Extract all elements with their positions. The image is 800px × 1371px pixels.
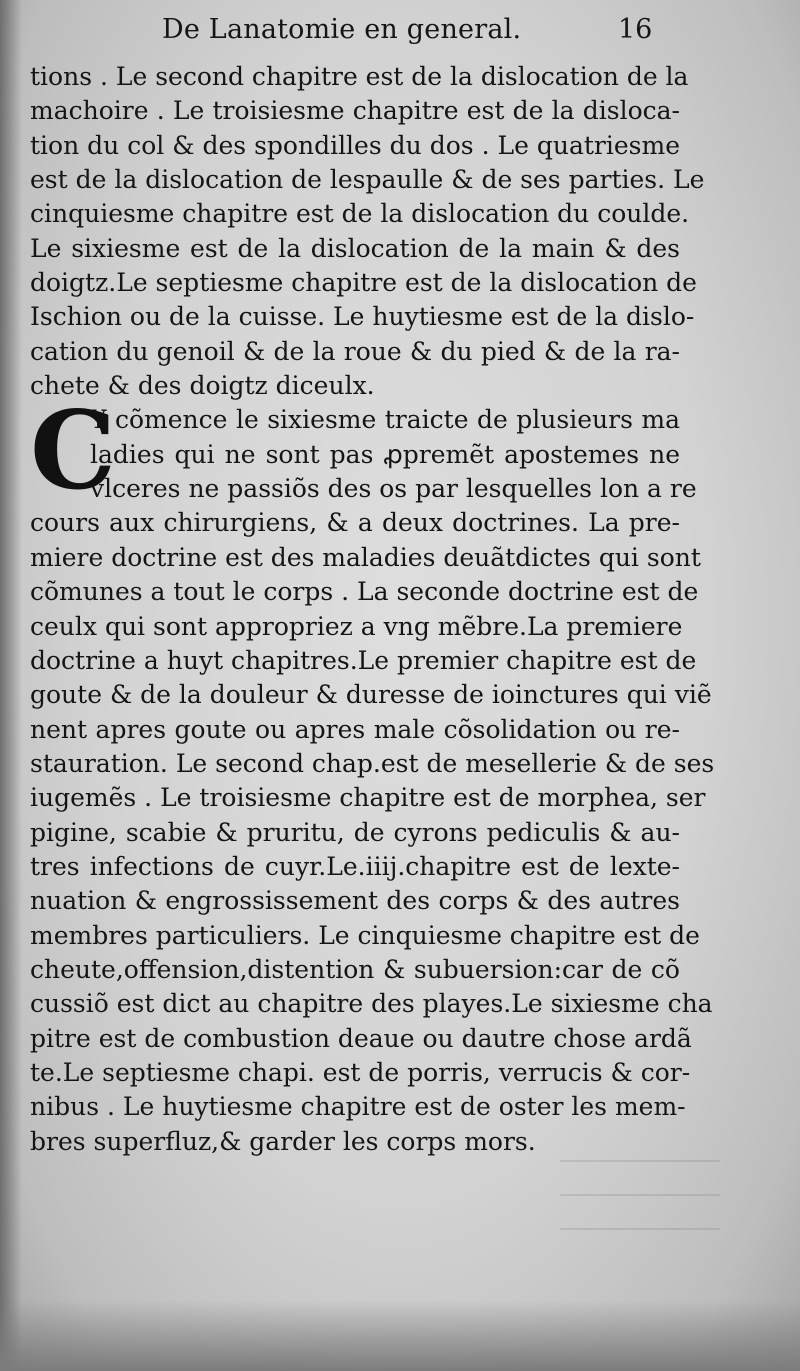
text-line: ceulx qui sont appropriez a vng mẽbre.La premiere <box>30 611 683 641</box>
body-text <box>30 60 715 1159</box>
text-line: Le sixiesme est de la dislocation de la main & des <box>30 233 680 263</box>
text-line: te.Le septiesme chapi. est de porris, verrucis & cor- <box>30 1057 691 1087</box>
text-line: Ischion ou de la cuisse. Le huytiesme est de la dislo- <box>30 302 695 332</box>
text-line: nibus . Le huytiesme chapitre est de oster les mem- <box>30 1092 686 1122</box>
show-through-bleed <box>560 1150 720 1230</box>
text-line: chete & des doigtz diceulx. <box>30 371 375 401</box>
drop-cap: C <box>30 388 116 515</box>
page-number: 16 <box>618 14 653 45</box>
text-line: machoire . Le troisiesme chapitre est de la disloca- <box>30 96 680 126</box>
text-line: pitre est de combustion deaue ou dautre chose ardã <box>30 1023 692 1053</box>
text-line: vlceres ne passiõs des os par lesquelles lon a re <box>90 474 697 504</box>
page-header <box>30 14 680 54</box>
text-line: miere doctrine est des maladies deuãtdictes qui sont <box>30 542 701 572</box>
text-line: nent apres goute ou apres male cõsolidation ou re- <box>30 714 680 744</box>
text-line: cussiõ est dict au chapitre des playes.Le sixiesme cha <box>30 989 713 1019</box>
text-line: tions . Le second chapitre est de la dislocation de la <box>30 62 689 91</box>
text-line: est de la dislocation de lespaulle & de ses parties. Le <box>30 165 705 195</box>
text-line: ladies qui ne sont pas ꝓpremẽt apostemes ne <box>90 439 680 469</box>
text-line: Y cõmence le sixiesme traicte de plusieurs ma <box>90 405 680 435</box>
text-line: cinquiesme chapitre est de la dislocation du coulde. <box>30 199 690 229</box>
text-line: stauration. Le second chap.est de mesellerie & de ses <box>30 748 715 778</box>
paragraph-1 <box>30 60 705 403</box>
text-line: cation du genoil & de la roue & du pied & de la ra- <box>30 336 680 366</box>
text-line: iugemẽs . Le troisiesme chapitre est de morphea, ser <box>30 783 706 813</box>
text-line: cours aux chirurgiens, & a deux doctrines. La pre- <box>30 508 680 538</box>
page-edge-shadow <box>0 0 22 1371</box>
text-line: pigine, scabie & pruritu, de cyrons pediculis & au- <box>30 817 680 847</box>
running-title: De Lanatomie en general. <box>162 14 522 45</box>
text-line: nuation & engrossissement des corps & des autres <box>30 886 680 916</box>
text-line: doctrine a huyt chapitres.Le premier chapitre est de <box>30 645 697 675</box>
text-line: membres particuliers. Le cinquiesme chapitre est de <box>30 920 700 950</box>
text-line: cõmunes a tout le corps . La seconde doctrine est de <box>30 577 699 607</box>
text-line: bres superfluz,& garder les corps mors. <box>30 1126 536 1156</box>
text-line: tion du col & des spondilles du dos . Le quatriesme <box>30 130 680 160</box>
text-line: doigtz.Le septiesme chapitre est de la dislocation de <box>30 268 697 298</box>
paragraph-2 <box>30 388 715 1159</box>
page-bottom-shadow <box>0 1300 800 1371</box>
text-line: cheute,offension,distention & subuersion:car de cõ <box>30 954 680 984</box>
text-line: goute & de la douleur & duresse de ioinctures qui viẽ <box>30 680 712 710</box>
text-line: tres infections de cuyr.Le.iiij.chapitre est de lexte- <box>30 851 680 881</box>
